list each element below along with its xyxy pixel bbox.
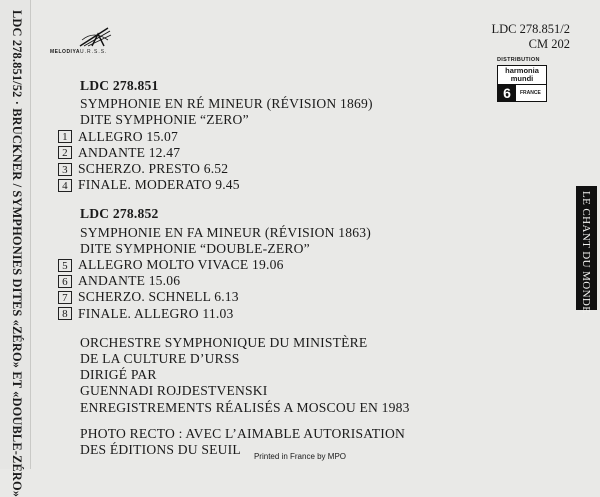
disc1-title-2: DITE SYMPHONIE “ZERO” (80, 112, 249, 128)
distribution-label: DISTRIBUTION (497, 57, 540, 63)
track-number: 1 (58, 130, 72, 143)
melodiya-logo (50, 26, 125, 60)
disc1-code: LDC 278.851 (80, 78, 159, 93)
disc2-code: LDC 278.852 (80, 206, 159, 222)
track-row (58, 177, 458, 193)
side-label (576, 186, 597, 314)
distribution-logo (497, 57, 557, 102)
track-number: 6 (58, 275, 72, 288)
distribution-row (498, 85, 546, 101)
disc2-title-1: SYMPHONIE EN FA MINEUR (RÉVISION 1863) (80, 224, 371, 240)
track-row (58, 306, 458, 322)
credits-line-1: ORCHESTRE SYMPHONIQUE DU MINISTÈRE (80, 334, 368, 350)
credits-line-3: DIRIGÉ PAR (80, 367, 157, 383)
harmonia-mundi-logo (497, 65, 547, 102)
logo-sub: U.R.S.S. (80, 49, 108, 55)
track-row (58, 289, 458, 305)
spine-title: LDC 278.851/52 · BRUCKNER / SYMPHONIES DITES «ZÉRO» ET «DOUBLE-ZÉRO» (10, 10, 24, 497)
track-title: ANDANTE 15.06 (78, 273, 181, 289)
track-number: 8 (58, 307, 72, 320)
photo-credit-1: PHOTO RECTO : AVEC L’AIMABLE AUTORISATION (80, 425, 406, 441)
track-listing (58, 78, 458, 458)
credits-line-2: DE LA CULTURE D’URSS (80, 351, 240, 367)
track-number: 4 (58, 179, 72, 192)
photo-credit-2: DES ÉDITIONS DU SEUIL (80, 442, 241, 458)
disc1-title-1: SYMPHONIE EN RÉ MINEUR (RÉVISION 1869) (80, 96, 373, 112)
disc2-title-2: DITE SYMPHONIE “DOUBLE-ZERO” (80, 240, 310, 256)
catalog-block (492, 22, 570, 52)
track-number: 3 (58, 163, 72, 176)
brand-line-1: harmonia (505, 66, 539, 75)
track-number: 5 (58, 259, 72, 272)
brand-line-2: mundi (510, 74, 534, 83)
credits-line-5: ENREGISTREMENTS RÉALISÉS A MOSCOU EN 1983 (80, 399, 410, 415)
catalog-number: LDC 278.851/2 (491, 22, 570, 36)
side-label-text: LE CHANT DU MONDE (580, 191, 592, 314)
distribution-brand (498, 66, 546, 85)
logo-name: MELODIYA (50, 49, 80, 55)
distribution-number: 6 (498, 85, 516, 101)
credits-line-4: GUENNADI ROJDESTVENSKI (80, 383, 268, 399)
track-title: FINALE. MODERATO 9.45 (78, 177, 240, 193)
track-row (58, 273, 458, 289)
catalog-code: CM 202 (528, 37, 570, 51)
track-title: SCHERZO. PRESTO 6.52 (78, 161, 229, 177)
track-row (58, 145, 458, 161)
track-title: ANDANTE 12.47 (78, 144, 181, 160)
track-row (58, 161, 458, 177)
track-row (58, 257, 458, 273)
track-title: ALLEGRO 15.07 (78, 128, 179, 144)
track-title: FINALE. ALLEGRO 11.03 (78, 305, 234, 321)
printed-note: Printed in France by MPO (253, 452, 347, 461)
track-title: SCHERZO. SCHNELL 6.13 (78, 289, 239, 305)
track-title: ALLEGRO MOLTO VIVACE 19.06 (78, 257, 284, 273)
track-number: 2 (58, 146, 72, 159)
spine (0, 0, 31, 497)
track-number: 7 (58, 291, 72, 304)
melodiya-logo-icon (78, 26, 112, 48)
track-row (58, 129, 458, 145)
distribution-country: FRANCE (520, 90, 541, 96)
